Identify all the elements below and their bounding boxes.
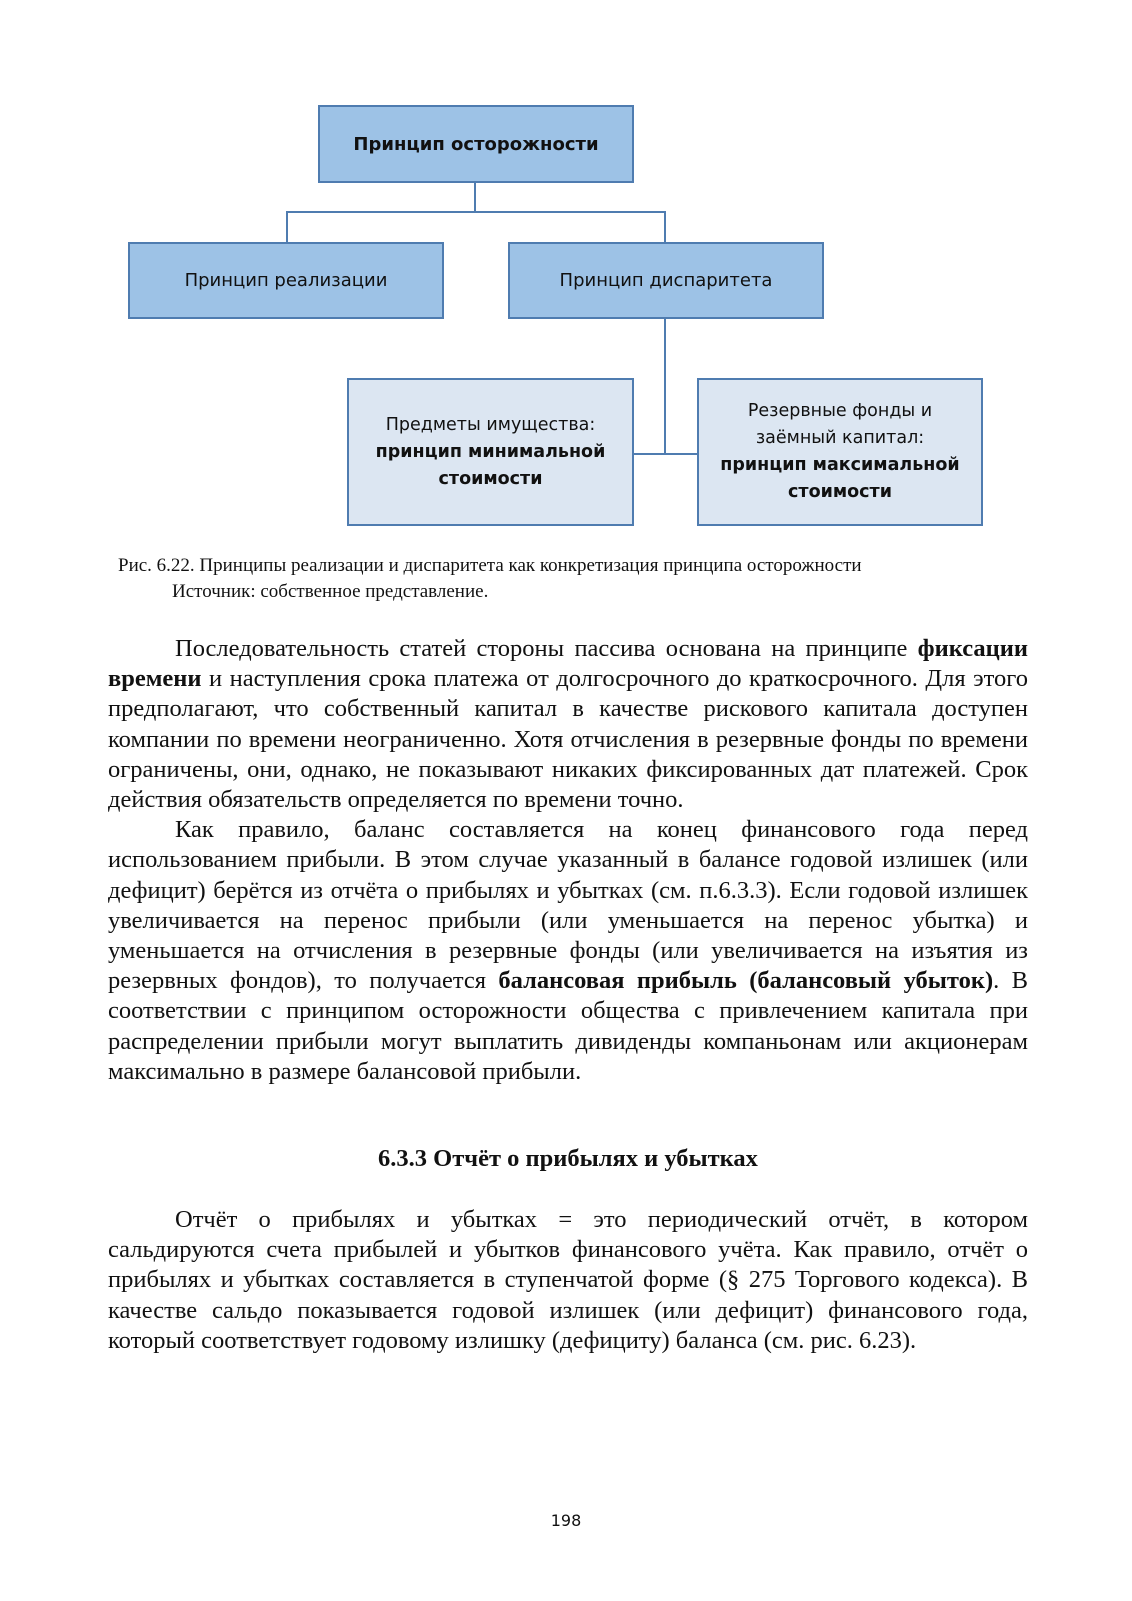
node-line: Резервные фонды и: [747, 401, 933, 421]
page-number: 198: [550, 1511, 582, 1530]
connector-root-down: [474, 183, 476, 213]
figure-caption: Рис. 6.22. Принципы реализации и диспаритета как конкретизация принципа осторожности: [118, 555, 862, 576]
node-line: заёмный капитал:: [755, 428, 925, 448]
body-text-block-1: [108, 634, 1028, 1087]
org-diagram: [0, 0, 1132, 545]
paragraph: [108, 634, 1028, 815]
node-label: Принцип диспаритета: [559, 270, 773, 291]
node-line: стоимости: [438, 468, 543, 489]
paragraph: Отчёт о прибылях и убытках = это периодический отчёт, в котором сальдируются счета прибылей и убытков финансового учёта. Как правило, отчёт о прибылях и убытках составляется в ступенчатой форме (§ 275 Торгового кодекса). В качестве сальдо показывается годовой излишек (или дефицит) финансового года, который соответствует годовому излишку (дефициту) баланса (см. рис. 6.23).: [108, 1206, 1028, 1354]
diagram-node-prudence-principle: [318, 105, 634, 183]
diagram-node-realization-principle: [128, 242, 444, 319]
paragraph-text: Последовательность статей стороны пассива основана на принципе: [175, 635, 918, 662]
paragraph-text: и наступления срока платежа от долгосрочного до краткосрочного. Для этого предполагают, что собственный капитал в качестве рискового капитала доступен компании по времени неограниченно. Хотя отчисления в резервные фонды по времени ограничены, они, однако, не показывают никаких фиксированных дат платежей. Срок действия обязательств определяется по времени точно.: [108, 665, 1028, 814]
bold-term: балансовая прибыль (балансовый убыток): [498, 967, 994, 995]
bold-term: фиксации времени: [108, 635, 1028, 693]
node-line: принцип минимальной: [375, 441, 606, 462]
diagram-node-reserves-max-value: [697, 378, 983, 526]
section-heading: 6.3.3 Отчёт о прибылях и убытках: [378, 1145, 758, 1172]
paragraph: [108, 815, 1028, 1087]
node-line: Предметы имущества:: [385, 414, 596, 435]
body-text-block-2: [108, 1205, 1028, 1356]
node-line: принцип максимальной: [720, 455, 960, 475]
diagram-node-assets-min-value: [347, 378, 634, 526]
connector-right-down: [664, 211, 666, 243]
connector-horizontal-top: [286, 211, 666, 213]
connector-disparity-down: [664, 319, 666, 455]
paragraph-text: Как правило, баланс составляется на конец финансового года перед использованием прибыли. В этом случае указанный в балансе годовой излишек (или дефицит) берётся из отчёта о прибылях и убытках (см. п.6.3.3). Если годовой излишек увеличивается на перенос прибыли (или уменьшается на перенос убытка) и уменьшается на отчисления в резервные фонды (или увеличивается на изъятия из резервных фондов), то получается: [108, 816, 1028, 995]
node-label: Принцип реализации: [184, 270, 388, 291]
connector-horizontal-bottom: [633, 453, 698, 455]
diagram-node-disparity-principle: [508, 242, 824, 319]
node-label: Принцип осторожности: [353, 133, 599, 155]
figure-source: Источник: собственное представление.: [172, 581, 489, 602]
paragraph-text: . В соответствии с принципом осторожности общества с привлечением капитала при распределении прибыли могут выплатить дивиденды компаньонам или акционерам максимально в размере балансовой прибыли.: [108, 967, 1028, 1085]
connector-left-down: [286, 211, 288, 243]
node-line: стоимости: [788, 482, 892, 502]
